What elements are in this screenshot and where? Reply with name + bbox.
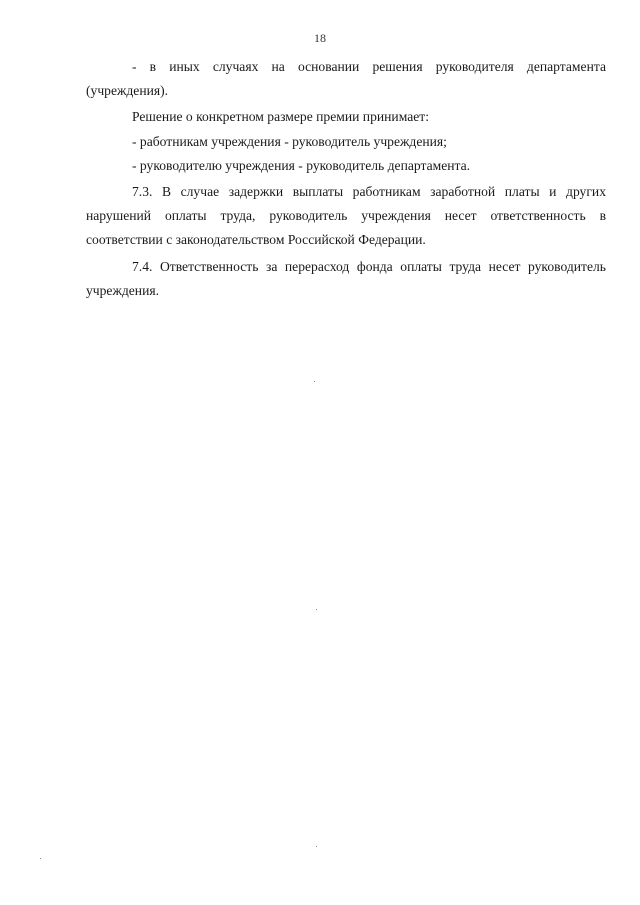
paragraph-7-3: 7.3. В случае задержки выплаты работникам заработной платы и других нарушений оплаты труда, руководитель учреждения несет ответственность в соответствии с законодательством Российской Федерации. bbox=[86, 184, 606, 248]
scan-speck bbox=[316, 609, 317, 610]
paragraph-employees-bonus: - работникам учреждения - руководитель учреждения; bbox=[132, 133, 447, 149]
scan-speck bbox=[40, 858, 41, 859]
paragraph-other-cases: - в иных случаях на основании решения руководителя департамента (учреждения). bbox=[86, 59, 606, 99]
paragraph-head-bonus: - руководителю учреждения - руководитель департамента. bbox=[132, 157, 471, 173]
page-number: 18 bbox=[314, 31, 326, 45]
document-body bbox=[86, 55, 606, 305]
paragraph-7-4: 7.4. Ответственность за перерасход фонда оплаты труда несет руководитель учреждения. bbox=[86, 258, 606, 298]
scan-speck bbox=[314, 381, 315, 382]
paragraph-bonus-decision: Решение о конкретном размере премии принимает: bbox=[132, 109, 429, 125]
scan-speck bbox=[316, 846, 317, 847]
